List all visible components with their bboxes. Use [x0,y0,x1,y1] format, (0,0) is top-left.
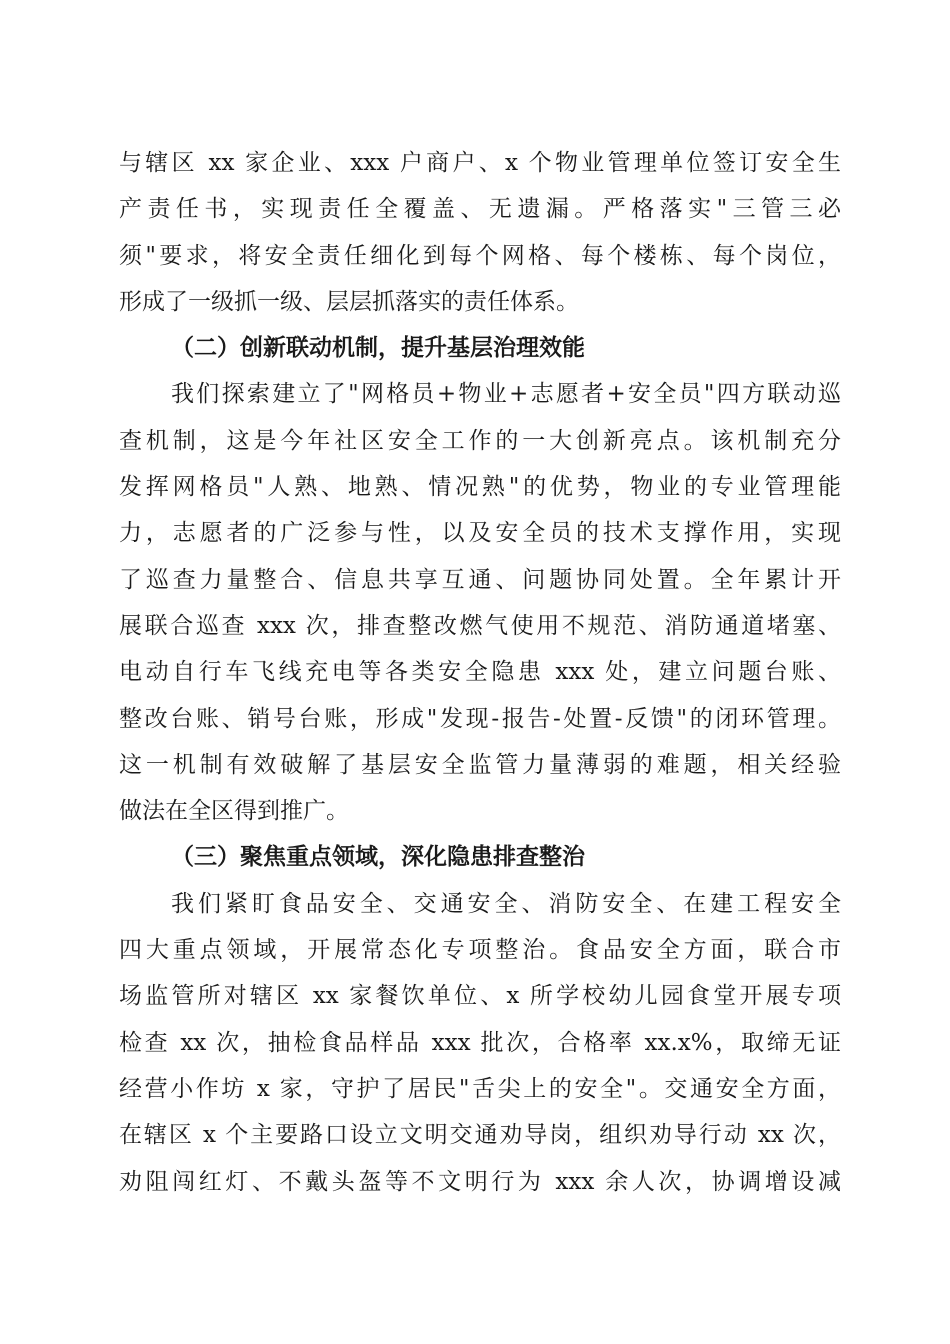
body-text-line: 我们紧盯食品安全、交通安全、消防安全、在建工程安全 [171,890,841,917]
body-text-line: 产责任书，实现责任全覆盖、无遗漏。严格落实"三管三必 [119,196,841,223]
body-text-line: 形成了一级抓一级、层层抓落实的责任体系。 [119,288,579,315]
body-text-line: 这一机制有效破解了基层安全监管力量薄弱的难题，相关经验 [119,751,841,778]
section-heading: （三）聚焦重点领域，深化隐患排查整治 [171,843,585,871]
body-text-line: 场监管所对辖区 xx 家餐饮单位、x 所学校幼儿园食堂开展专项 [119,983,841,1010]
body-text-line: 展联合巡查 xxx 次，排查整改燃气使用不规范、消防通道堵塞、 [119,612,841,639]
body-text-line: 力，志愿者的广泛参与性，以及安全员的技术支撑作用，实现 [119,520,841,547]
body-text-line: 检查 xx 次，抽检食品样品 xxx 批次，合格率 xx.x%，取缔无证 [119,1029,841,1056]
body-text-line: 做法在全区得到推广。 [119,798,349,825]
body-text-line: 与辖区 xx 家企业、xxx 户商户、x 个物业管理单位签订安全生 [119,150,841,176]
body-text-line: 劝阻闯红灯、不戴头盔等不文明行为 xxx 余人次，协调增设减 [119,1168,841,1195]
section-heading: （二）创新联动机制，提升基层治理效能 [171,334,585,362]
body-text-line: 整改台账、销号台账，形成"发现-报告-处置-反馈"的闭环管理。 [119,705,841,732]
body-text-line: 我们探索建立了"网格员+物业+志愿者+安全员"四方联动巡 [171,381,841,408]
body-text-line: 电动自行车飞线充电等各类安全隐患 xxx 处，建立问题台账、 [119,659,841,686]
body-text-line: 发挥网格员"人熟、地熟、情况熟"的优势，物业的专业管理能 [119,474,841,501]
body-text-line: 经营小作坊 x 家，守护了居民"舌尖上的安全"。交通安全方面， [119,1075,841,1102]
body-text-line: 查机制，这是今年社区安全工作的一大创新亮点。该机制充分 [119,427,841,454]
body-text-line: 须"要求，将安全责任细化到每个网格、每个楼栋、每个岗位， [119,242,841,269]
body-text-line: 在辖区 x 个主要路口设立文明交通劝导岗，组织劝导行动 xx 次， [119,1122,841,1149]
body-text-line: 了巡查力量整合、信息共享互通、问题协同处置。全年累计开 [119,566,841,593]
document-body [119,140,841,1205]
body-text-line: 四大重点领域，开展常态化专项整治。食品安全方面，联合市 [119,937,841,964]
